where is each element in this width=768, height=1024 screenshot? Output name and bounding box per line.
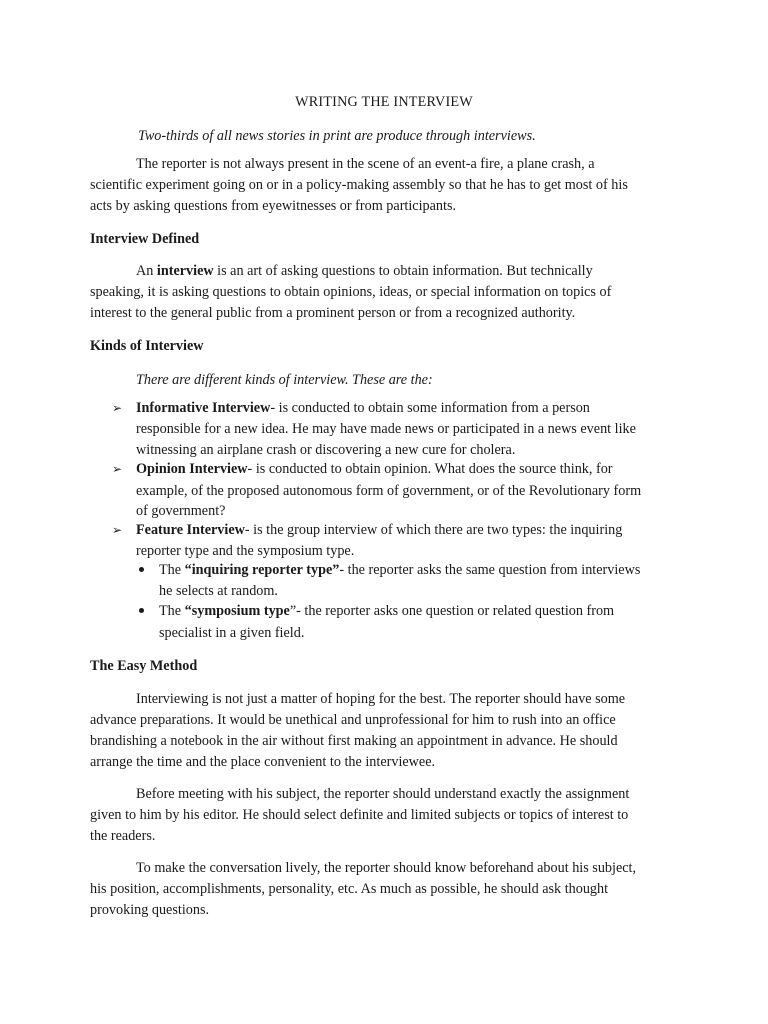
intro-line-1: The reporter is not always present in the scene of an event-a fire, a plane crash, a bbox=[136, 156, 595, 172]
kind-informative-term: Informative Interview bbox=[136, 400, 271, 416]
intro-line-3: acts by asking questions from eyewitnesses or from participants. bbox=[90, 198, 457, 214]
easy-p3-line-1: To make the conversation lively, the reporter should know beforehand about his subject, bbox=[136, 860, 637, 876]
easy-p3-line-2: his position, accomplishments, personality, etc. As much as possible, he should ask thought bbox=[90, 881, 609, 897]
easy-p1-line-1: Interviewing is not just a matter of hoping for the best. The reporter should have some bbox=[136, 691, 626, 707]
definition-post: is an art of asking questions to obtain information. But technically bbox=[213, 263, 593, 279]
kind-opinion-line-2: example, of the proposed autonomous form of government, or of the Revolutionary form bbox=[136, 483, 642, 499]
easy-p2-line-2: given to him by his editor. He should select definite and limited subjects or topics of interest to bbox=[90, 807, 629, 823]
kind-feature-line-2: reporter type and the symposium type. bbox=[136, 543, 355, 559]
easy-p2-line-3: the readers. bbox=[90, 828, 156, 844]
definition-line-2: speaking, it is asking questions to obtain opinions, ideas, or special information on topics of bbox=[90, 284, 612, 300]
intro-line-2: scientific experiment going on or in a policy-making assembly so that he has to get most of his bbox=[90, 177, 628, 193]
subkind-symposium-line-2: specialist in a given field. bbox=[159, 625, 305, 641]
easy-p1-line-2: advance preparations. It would be unethical and unprofessional for him to rush into an office bbox=[90, 712, 616, 728]
easy-p1-line-3: brandishing a notebook in the air without first making an appointment in advance. He should bbox=[90, 733, 618, 749]
kinds-intro: There are different kinds of interview. These are the: bbox=[136, 372, 433, 388]
subkind-inquiring-line-2: he selects at random. bbox=[159, 583, 278, 599]
arrow-bullet-icon: ➢ bbox=[112, 523, 123, 537]
definition-term: interview bbox=[156, 263, 214, 279]
kind-informative-line-3: witnessing an airplane crash or discovering a new cure for cholera. bbox=[136, 442, 516, 458]
definition-line-3: interest to the general public from a prominent person or from a recognized authority. bbox=[90, 305, 576, 321]
easy-p3-line-3: provoking questions. bbox=[90, 902, 210, 918]
subkind-symposium-term: “symposium type bbox=[184, 603, 290, 619]
easy-p2-line-1: Before meeting with his subject, the reporter should understand exactly the assignment bbox=[136, 786, 630, 802]
kind-feature-desc: - is the group interview of which there are two types: the inquiring bbox=[244, 522, 623, 538]
kind-opinion-line-3: of government? bbox=[136, 503, 226, 519]
subkind-inquiring-desc: - the reporter asks the same question from interviews bbox=[339, 562, 641, 578]
subkind-inquiring-line-1 bbox=[159, 562, 640, 578]
subkind-inquiring-term: “inquiring reporter type” bbox=[184, 562, 340, 578]
subkind-symposium-line-1 bbox=[159, 603, 614, 619]
subkind-inquiring-pre: The bbox=[159, 562, 185, 578]
kind-feature-line-1 bbox=[136, 522, 622, 538]
easy-p1-line-4: arrange the time and the place convenient to the interviewee. bbox=[90, 754, 436, 770]
section-heading-easy-method: The Easy Method bbox=[90, 658, 198, 674]
arrow-bullet-icon: ➢ bbox=[112, 401, 123, 415]
kind-informative-desc: - is conducted to obtain some information from a person bbox=[270, 400, 590, 416]
kind-feature-term: Feature Interview bbox=[136, 522, 245, 538]
kind-informative-line-1 bbox=[136, 400, 590, 416]
kind-opinion-term: Opinion Interview bbox=[136, 461, 248, 477]
subkind-symposium-pre: The bbox=[159, 603, 185, 619]
kind-opinion-line-1 bbox=[136, 461, 613, 477]
definition-pre: An bbox=[136, 263, 157, 279]
round-bullet-icon bbox=[139, 608, 144, 613]
definition-line-1 bbox=[136, 263, 593, 279]
subtitle: Two-thirds of all news stories in print are produce through interviews. bbox=[138, 128, 536, 144]
round-bullet-icon bbox=[139, 567, 144, 572]
arrow-bullet-icon: ➢ bbox=[112, 462, 123, 476]
section-heading-kinds: Kinds of Interview bbox=[90, 338, 204, 354]
document-title: WRITING THE INTERVIEW bbox=[295, 94, 473, 110]
kind-opinion-desc: - is conducted to obtain opinion. What does the source think, for bbox=[247, 461, 613, 477]
subkind-symposium-desc: ”- the reporter asks one question or related question from bbox=[289, 603, 615, 619]
kind-informative-line-2: responsible for a new idea. He may have made news or participated in a news event like bbox=[136, 421, 636, 437]
section-heading-interview-defined: Interview Defined bbox=[90, 231, 200, 247]
